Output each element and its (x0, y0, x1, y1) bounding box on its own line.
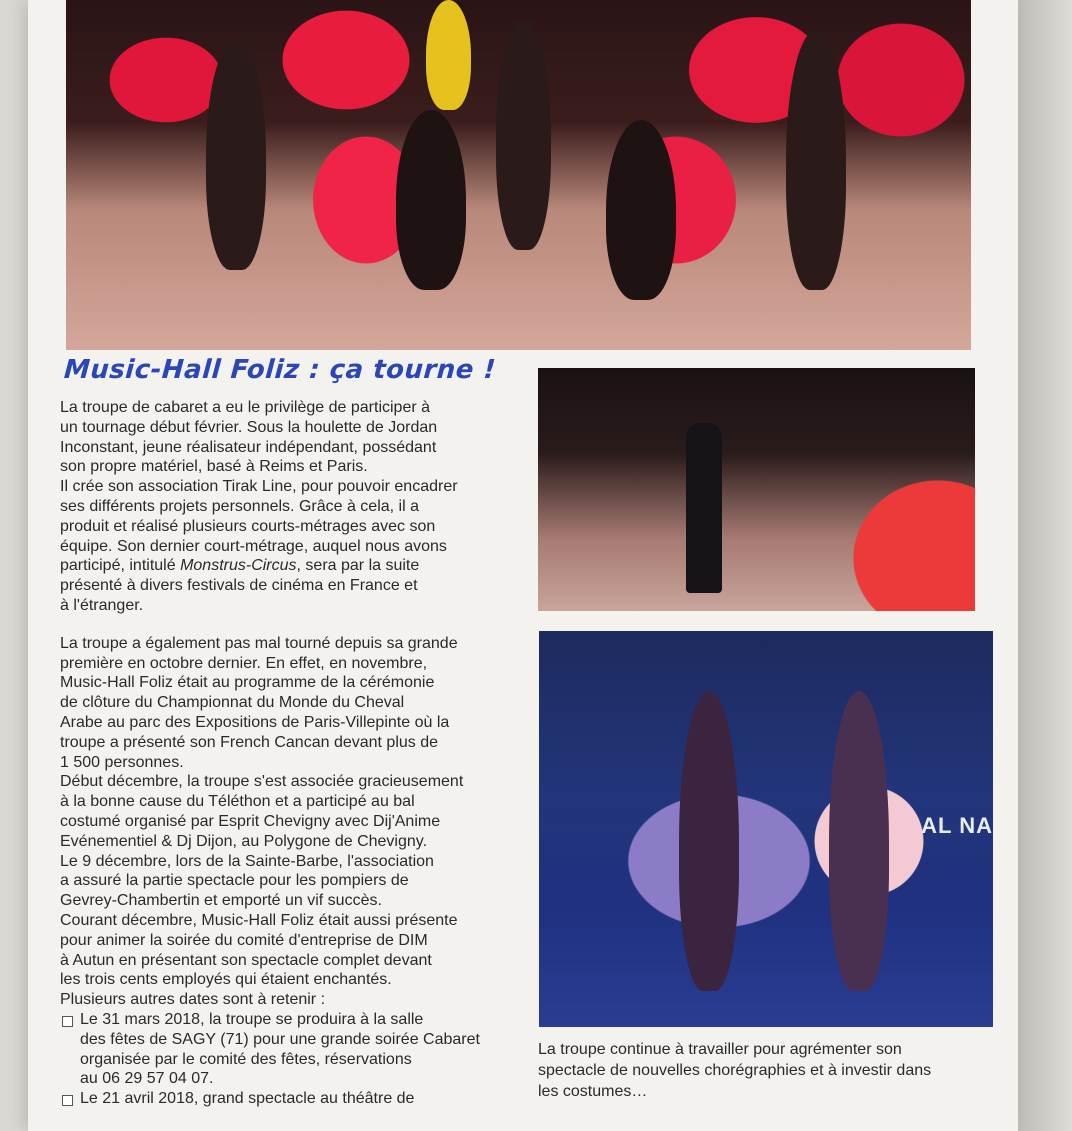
dancer-figure (829, 691, 889, 991)
dancer-figure (396, 110, 466, 290)
dancer-figure (679, 691, 739, 991)
article-body (60, 398, 522, 1109)
dancer-figure (496, 20, 551, 250)
dates-list (60, 1010, 522, 1109)
arena-sign-text: AL NA (921, 813, 993, 838)
magazine-page (28, 0, 1018, 1131)
list-item: Le 31 mars 2018, la troupe se produira à la salle des fêtes de SAGY (71) pour une grande soirée Cabaret organisée par le comité des fêtes, réservations au 06 29 57 04 07. (60, 1010, 522, 1089)
film-title: Monstrus-Circus (180, 557, 297, 575)
dancer-figure (786, 30, 846, 290)
performer-figure (686, 423, 722, 593)
page-edge-shadow (1018, 0, 1072, 1131)
photo-stage-performer (538, 368, 975, 611)
dancer-figure (606, 120, 676, 300)
article-title: Music-Hall Foliz : ça tourne ! (62, 355, 497, 385)
dancer-figure (206, 40, 266, 270)
clown-figure (426, 0, 471, 110)
photo-french-cancan (539, 631, 993, 1027)
paragraph-1-text-b: , sera par la suite présenté à divers festivals de cinéma en France et à l'étranger. (60, 557, 420, 614)
paragraph-1-text-a: La troupe de cabaret a eu le privilège de participer à un tournage début février. Sous la houlette de Jordan Inconstant, jeune réalisateur indépendant, possédant son propre matériel, basé à Reims et Paris. Il crée son association Tirak Line, pour pouvoir encadrer ses différents projets personnels. Grâce à cela, il a produit et réalisé plusieurs courts-métrages avec son équipe. Son dernier court-métrage, auquel nous avons participé, intitulé (60, 399, 458, 575)
photo-cabaret-troupe (66, 0, 971, 350)
photo-caption: La troupe continue à travailler pour agrémenter son spectacle de nouvelles chorégraphies et à investir dans les costumes… (538, 1041, 932, 1100)
paragraph-1 (60, 398, 522, 616)
paragraph-2: La troupe a également pas mal tourné depuis sa grande première en octobre dernier. En effet, en novembre, Music-Hall Foliz était au programme de la cérémonie de clôture du Championnat du Monde du Cheval Arabe au parc des Expositions de Paris-Villepinte où la troupe a présenté son French Cancan devant plus de 1 500 personnes. Début décembre, la troupe s'est associée gracieusement à la bonne cause du Téléthon et a participé au bal costumé organisé par Esprit Chevigny avec Dij'Anime Evénementiel & Dj Dijon, au Polygone de Chevigny. Le 9 décembre, lors de la Sainte-Barbe, l'association a assuré la partie spectacle pour les pompiers de Gevrey-Chambertin et emporté un vif succès. Courant décembre, Music-Hall Foliz était aussi présente pour animer la soirée du comité d'entreprise de DIM à Autun en présentant son spectacle complet devant les trois cents employés qui étaient enchantés. Plusieurs autres dates sont à retenir : (60, 634, 464, 1009)
list-item: Le 21 avril 2018, grand spectacle au théâtre de (60, 1089, 522, 1109)
